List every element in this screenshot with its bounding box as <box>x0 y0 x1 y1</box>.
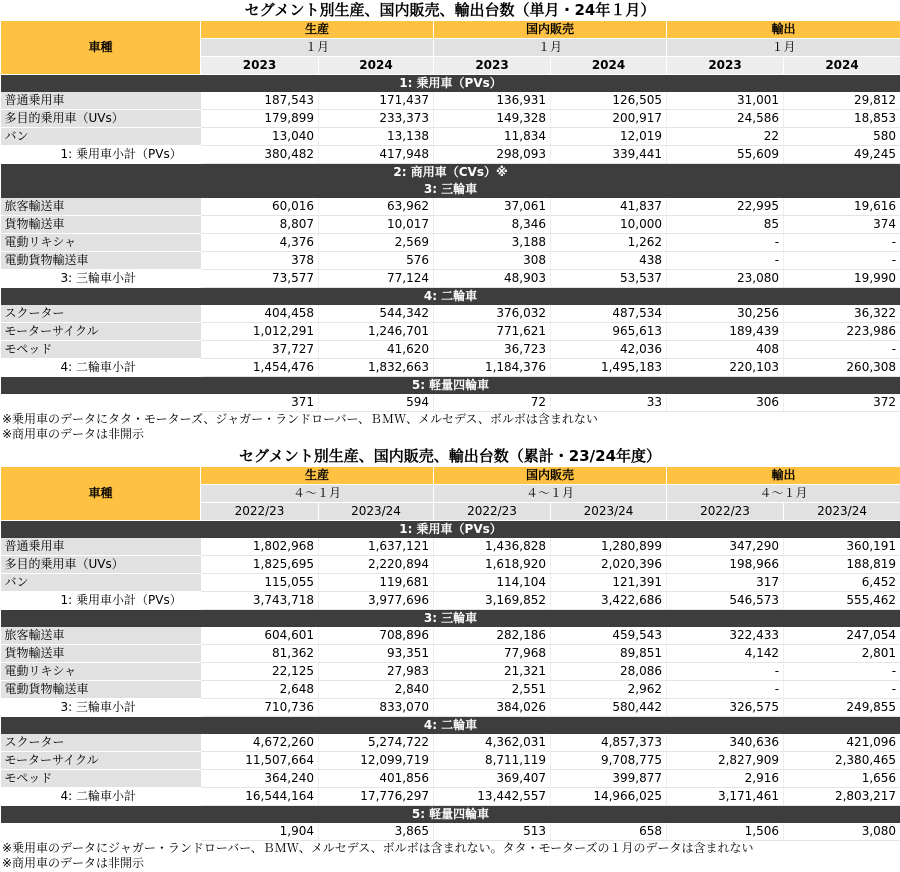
cell-value: 11,834 <box>434 128 551 146</box>
category-band-pv: 1: 乗用車（PVs） <box>1 521 900 539</box>
cell-value: 3,422,686 <box>551 592 667 610</box>
cell-value: 1,262 <box>551 234 667 252</box>
table-row <box>1 645 900 663</box>
cell-value: 2,801 <box>784 645 900 663</box>
cell-value: 8,711,119 <box>434 752 551 770</box>
cell-value: 487,534 <box>551 305 667 323</box>
subtotal-row <box>1 788 900 806</box>
cell-value: 9,708,775 <box>551 752 667 770</box>
year-header: 2024 <box>551 57 667 75</box>
table-row <box>1 216 900 234</box>
cell-value: 2,020,396 <box>551 556 667 574</box>
cell-value: 19,990 <box>784 270 900 288</box>
category-band-quadricycle: 5: 軽量四輪車 <box>1 806 900 824</box>
cell-value: 378 <box>201 252 319 270</box>
cell-value: 115,055 <box>201 574 319 592</box>
cell-value: 347,290 <box>667 538 784 556</box>
cell-value: 417,948 <box>319 146 434 164</box>
cell-value: 60,016 <box>201 198 319 216</box>
period-header: ４～１月 <box>667 485 900 503</box>
cell-value: - <box>667 252 784 270</box>
cell-value: 48,903 <box>434 270 551 288</box>
table-row <box>1 538 900 556</box>
category-band-quadricycle: 5: 軽量四輪車 <box>1 377 900 395</box>
cell-value: 189,439 <box>667 323 784 341</box>
row-label: 旅客輸送車 <box>1 627 201 645</box>
cell-value: 308 <box>434 252 551 270</box>
row-label: 普通乗用車 <box>1 92 201 110</box>
table-row <box>1 110 900 128</box>
cell-value: 18,853 <box>784 110 900 128</box>
cell-value: 1,506 <box>667 823 784 841</box>
cell-value: 2,916 <box>667 770 784 788</box>
cell-value: 1,802,968 <box>201 538 319 556</box>
year-header: 2023/24 <box>784 503 900 521</box>
cell-value: 1,832,663 <box>319 359 434 377</box>
table-row <box>1 752 900 770</box>
row-label: 電動リキシャ <box>1 663 201 681</box>
cell-value: 33 <box>551 394 667 412</box>
subtotal-row <box>1 699 900 717</box>
row-label: 多目的乗用車（UVs） <box>1 556 201 574</box>
cell-value: 3,171,461 <box>667 788 784 806</box>
cell-value: 2,827,909 <box>667 752 784 770</box>
row-label: モペッド <box>1 770 201 788</box>
cell-value: 3,743,718 <box>201 592 319 610</box>
row-label: 貨物輸送車 <box>1 216 201 234</box>
cell-value: 249,855 <box>784 699 900 717</box>
cell-value: 13,138 <box>319 128 434 146</box>
cell-value: - <box>784 234 900 252</box>
domestic-sales-header: 国内販売 <box>434 467 667 485</box>
year-header: 2023/24 <box>319 503 434 521</box>
cell-value: 73,577 <box>201 270 319 288</box>
subtotal-row <box>1 270 900 288</box>
cell-value: 24,586 <box>667 110 784 128</box>
cell-value: 179,899 <box>201 110 319 128</box>
year-header: 2023 <box>667 57 784 75</box>
cell-value: 3,188 <box>434 234 551 252</box>
cell-value: 1,495,183 <box>551 359 667 377</box>
cell-value: 544,342 <box>319 305 434 323</box>
cell-value: 149,328 <box>434 110 551 128</box>
cell-value: 220,103 <box>667 359 784 377</box>
cell-value: 41,620 <box>319 341 434 359</box>
cell-value: 223,986 <box>784 323 900 341</box>
table-row <box>1 234 900 252</box>
cell-value: 4,857,373 <box>551 734 667 752</box>
category-band-3w: 3: 三輪車 <box>1 610 900 628</box>
cell-value: 401,856 <box>319 770 434 788</box>
footnote: ※乗用車のデータにジャガー・ランドローバー、ＢＭＷ、メルセデス、ボルボは含まれない。タタ・モーターズの１月のデータは含まれない <box>2 841 754 855</box>
cell-value: 10,000 <box>551 216 667 234</box>
domestic-sales-header: 国内販売 <box>434 21 667 39</box>
table-row <box>1 556 900 574</box>
cell-value: 408 <box>667 341 784 359</box>
cell-value: 404,458 <box>201 305 319 323</box>
table-row <box>1 681 900 699</box>
cell-value: 1,280,899 <box>551 538 667 556</box>
cell-value: 580,442 <box>551 699 667 717</box>
cell-value: 247,054 <box>784 627 900 645</box>
cell-value: 260,308 <box>784 359 900 377</box>
production-header: 生産 <box>201 21 434 39</box>
cell-value: 376,032 <box>434 305 551 323</box>
cell-value: 3,977,696 <box>319 592 434 610</box>
production-header: 生産 <box>201 467 434 485</box>
table-row <box>1 128 900 146</box>
cell-value: 3,080 <box>784 823 900 841</box>
period-header: １月 <box>201 39 434 57</box>
row-label: バン <box>1 574 201 592</box>
row-label: 電動貨物輸送車 <box>1 681 201 699</box>
year-header: 2023/24 <box>551 503 667 521</box>
cell-value: 19,616 <box>784 198 900 216</box>
cell-value: 2,648 <box>201 681 319 699</box>
row-label <box>1 823 201 841</box>
section1-title: セグメント別生産、国内販売、輸出台数（単月・24年１月） <box>244 1 656 19</box>
cell-value: 171,437 <box>319 92 434 110</box>
cell-value: 364,240 <box>201 770 319 788</box>
cell-value: 384,026 <box>434 699 551 717</box>
period-header: ４～１月 <box>434 485 667 503</box>
row-label: 4: 二輪車小計 <box>1 788 201 806</box>
table-row <box>1 734 900 752</box>
cell-value: 1,618,920 <box>434 556 551 574</box>
footnote: ※商用車のデータは非開示 <box>2 856 145 870</box>
cell-value: 576 <box>319 252 434 270</box>
cell-value: 2,962 <box>551 681 667 699</box>
cell-value: 371 <box>201 394 319 412</box>
row-label: 1: 乗用車小計（PVs） <box>1 146 201 164</box>
cell-value: 2,840 <box>319 681 434 699</box>
cell-value: 37,061 <box>434 198 551 216</box>
cell-value: 114,104 <box>434 574 551 592</box>
cell-value: - <box>784 681 900 699</box>
cell-value: 13,040 <box>201 128 319 146</box>
cell-value: 399,877 <box>551 770 667 788</box>
cell-value: 372 <box>784 394 900 412</box>
cell-value: 339,441 <box>551 146 667 164</box>
cell-value: 16,544,164 <box>201 788 319 806</box>
cell-value: 4,142 <box>667 645 784 663</box>
export-header: 輸出 <box>667 21 900 39</box>
cell-value: 369,407 <box>434 770 551 788</box>
cell-value: 3,865 <box>319 823 434 841</box>
cell-value: 5,274,722 <box>319 734 434 752</box>
year-header: 2023 <box>201 57 319 75</box>
cell-value: 771,621 <box>434 323 551 341</box>
cell-value: 31,001 <box>667 92 784 110</box>
cell-value: 188,819 <box>784 556 900 574</box>
cell-value: 23,080 <box>667 270 784 288</box>
cell-value: 513 <box>434 823 551 841</box>
row-label: 3: 三輪車小計 <box>1 270 201 288</box>
cell-value: 2,803,217 <box>784 788 900 806</box>
subtotal-row <box>1 823 900 841</box>
cell-value: 55,609 <box>667 146 784 164</box>
cell-value: 1,904 <box>201 823 319 841</box>
table-row <box>1 574 900 592</box>
cell-value: 965,613 <box>551 323 667 341</box>
cell-value: 1,656 <box>784 770 900 788</box>
cell-value: 4,362,031 <box>434 734 551 752</box>
row-label: 電動リキシャ <box>1 234 201 252</box>
row-label: 多目的乗用車（UVs） <box>1 110 201 128</box>
cell-value: 380,482 <box>201 146 319 164</box>
cell-value: 119,681 <box>319 574 434 592</box>
cell-value: - <box>784 341 900 359</box>
cell-value: 36,322 <box>784 305 900 323</box>
cell-value: 2,220,894 <box>319 556 434 574</box>
cell-value: - <box>667 234 784 252</box>
cell-value: 41,837 <box>551 198 667 216</box>
category-band-3w: 3: 三輪車 <box>1 181 900 198</box>
period-header: １月 <box>667 39 900 57</box>
year-header: 2022/23 <box>434 503 551 521</box>
cell-value: 126,505 <box>551 92 667 110</box>
cell-value: 1,012,291 <box>201 323 319 341</box>
cell-value: 322,433 <box>667 627 784 645</box>
row-label: 4: 二輪車小計 <box>1 359 201 377</box>
cell-value: 77,968 <box>434 645 551 663</box>
cell-value: 17,776,297 <box>319 788 434 806</box>
cell-value: 36,723 <box>434 341 551 359</box>
cell-value: 459,543 <box>551 627 667 645</box>
category-band-cv: 2: 商用車（CVs）※ <box>1 164 900 182</box>
cell-value: 1,246,701 <box>319 323 434 341</box>
row-label: 旅客輸送車 <box>1 198 201 216</box>
cell-value: 27,983 <box>319 663 434 681</box>
cell-value: 10,017 <box>319 216 434 234</box>
cell-value: 317 <box>667 574 784 592</box>
cell-value: 81,362 <box>201 645 319 663</box>
table-row <box>1 198 900 216</box>
cell-value: 421,096 <box>784 734 900 752</box>
row-label: 3: 三輪車小計 <box>1 699 201 717</box>
subtotal-row <box>1 394 900 412</box>
cell-value: 30,256 <box>667 305 784 323</box>
cell-value: 374 <box>784 216 900 234</box>
cell-value: 360,191 <box>784 538 900 556</box>
cell-value: - <box>784 663 900 681</box>
cell-value: 604,601 <box>201 627 319 645</box>
cell-value: 13,442,557 <box>434 788 551 806</box>
cell-value: - <box>667 663 784 681</box>
year-header: 2022/23 <box>667 503 784 521</box>
cell-value: 1,436,828 <box>434 538 551 556</box>
subtotal-row <box>1 146 900 164</box>
period-header: １月 <box>434 39 667 57</box>
table-row <box>1 305 900 323</box>
cell-value: 22,995 <box>667 198 784 216</box>
cell-value: 438 <box>551 252 667 270</box>
row-label: モペッド <box>1 341 201 359</box>
period-header: ４～１月 <box>201 485 434 503</box>
row-label: 貨物輸送車 <box>1 645 201 663</box>
cell-value: 12,019 <box>551 128 667 146</box>
cell-value: 198,966 <box>667 556 784 574</box>
cell-value: 833,070 <box>319 699 434 717</box>
cell-value: 28,086 <box>551 663 667 681</box>
cell-value: 1,184,376 <box>434 359 551 377</box>
cell-value: 49,245 <box>784 146 900 164</box>
subtotal-row <box>1 359 900 377</box>
year-header: 2023 <box>434 57 551 75</box>
cell-value: 200,917 <box>551 110 667 128</box>
category-band-2w: 4: 二輪車 <box>1 717 900 735</box>
category-band-pv: 1: 乗用車（PVs） <box>1 75 900 93</box>
cell-value: 710,736 <box>201 699 319 717</box>
row-label: バン <box>1 128 201 146</box>
table-row <box>1 770 900 788</box>
cell-value: - <box>667 681 784 699</box>
section2-title: セグメント別生産、国内販売、輸出台数（累計・23/24年度） <box>238 447 662 465</box>
section1-table <box>0 20 900 412</box>
cell-value: 658 <box>551 823 667 841</box>
cell-value: 22,125 <box>201 663 319 681</box>
cell-value: 12,099,719 <box>319 752 434 770</box>
cell-value: 546,573 <box>667 592 784 610</box>
cell-value: 555,462 <box>784 592 900 610</box>
cell-value: 14,966,025 <box>551 788 667 806</box>
year-header: 2022/23 <box>201 503 319 521</box>
cell-value: 11,507,664 <box>201 752 319 770</box>
cell-value: 37,727 <box>201 341 319 359</box>
cell-value: 89,851 <box>551 645 667 663</box>
cell-value: 85 <box>667 216 784 234</box>
cell-value: 282,186 <box>434 627 551 645</box>
cell-value: - <box>784 252 900 270</box>
vehicle-type-header: 車種 <box>1 467 201 521</box>
cell-value: 22 <box>667 128 784 146</box>
cell-value: 21,321 <box>434 663 551 681</box>
cell-value: 298,093 <box>434 146 551 164</box>
cell-value: 42,036 <box>551 341 667 359</box>
cell-value: 72 <box>434 394 551 412</box>
row-label <box>1 394 201 412</box>
table-row <box>1 341 900 359</box>
cell-value: 187,543 <box>201 92 319 110</box>
cell-value: 2,569 <box>319 234 434 252</box>
cell-value: 580 <box>784 128 900 146</box>
table-row <box>1 92 900 110</box>
footnote: ※乗用車のデータにタタ・モーターズ、ジャガー・ランドローバー、ＢＭＷ、メルセデス、ボルボは含まれない <box>2 412 598 426</box>
row-label: 電動貨物輸送車 <box>1 252 201 270</box>
cell-value: 1,454,476 <box>201 359 319 377</box>
year-header: 2024 <box>784 57 900 75</box>
row-label: モーターサイクル <box>1 752 201 770</box>
row-label: 普通乗用車 <box>1 538 201 556</box>
cell-value: 233,373 <box>319 110 434 128</box>
cell-value: 136,931 <box>434 92 551 110</box>
table-row <box>1 252 900 270</box>
row-label: モーターサイクル <box>1 323 201 341</box>
section2-table <box>0 466 900 841</box>
vehicle-type-header: 車種 <box>1 21 201 75</box>
year-header: 2024 <box>319 57 434 75</box>
category-band-2w: 4: 二輪車 <box>1 288 900 306</box>
table-row <box>1 663 900 681</box>
cell-value: 93,351 <box>319 645 434 663</box>
export-header: 輸出 <box>667 467 900 485</box>
row-label: 1: 乗用車小計（PVs） <box>1 592 201 610</box>
row-label: スクーター <box>1 734 201 752</box>
cell-value: 1,637,121 <box>319 538 434 556</box>
cell-value: 326,575 <box>667 699 784 717</box>
cell-value: 121,391 <box>551 574 667 592</box>
cell-value: 1,825,695 <box>201 556 319 574</box>
table-row <box>1 627 900 645</box>
cell-value: 306 <box>667 394 784 412</box>
cell-value: 63,962 <box>319 198 434 216</box>
cell-value: 29,812 <box>784 92 900 110</box>
cell-value: 2,380,465 <box>784 752 900 770</box>
cell-value: 708,896 <box>319 627 434 645</box>
cell-value: 594 <box>319 394 434 412</box>
footnote: ※商用車のデータは非開示 <box>2 427 145 441</box>
cell-value: 4,672,260 <box>201 734 319 752</box>
cell-value: 3,169,852 <box>434 592 551 610</box>
cell-value: 8,346 <box>434 216 551 234</box>
cell-value: 77,124 <box>319 270 434 288</box>
subtotal-row <box>1 592 900 610</box>
cell-value: 4,376 <box>201 234 319 252</box>
cell-value: 340,636 <box>667 734 784 752</box>
table-row <box>1 323 900 341</box>
cell-value: 6,452 <box>784 574 900 592</box>
cell-value: 8,807 <box>201 216 319 234</box>
cell-value: 53,537 <box>551 270 667 288</box>
cell-value: 2,551 <box>434 681 551 699</box>
row-label: スクーター <box>1 305 201 323</box>
